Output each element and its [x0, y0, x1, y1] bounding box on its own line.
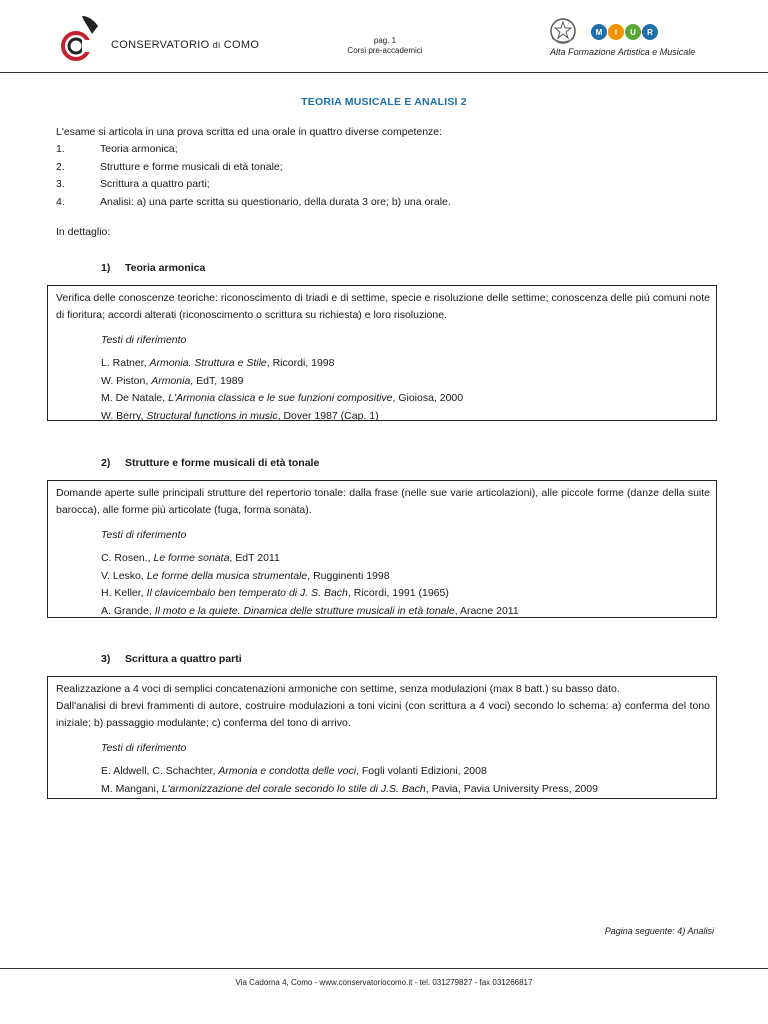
- svg-text:I: I: [614, 28, 618, 37]
- list-item: 1. Teoria armonica;: [56, 143, 178, 155]
- section-box-teoria-armonica: [47, 285, 717, 421]
- reference-item: E. Aldwell, C. Schachter, Armonia e condotta delle voci, Fogli volanti Edizioni, 2008: [101, 765, 487, 777]
- section-description: Verifica delle conoscenze teoriche: riconoscimento di triadi e di settime, specie e risoluzione delle settime; conoscenza delle più comuni note di fioritura; accordi alterati (riconoscimento o scrittura su richiesta) e loro risoluzione.: [56, 292, 710, 321]
- section-description-2: Dall'analisi di brevi frammenti di autore, costruire modulazioni a toni vicini (con scrittura a 4 voci) secondo lo schema: a) conferma del tono iniziale; b) passaggio modulante; c) conferma del tono di arrivo.: [56, 700, 710, 729]
- header-divider: [0, 72, 768, 73]
- list-item: 3. Scrittura a quattro parti;: [56, 178, 210, 190]
- reference-item: V. Lesko, Le forme della musica strumentale, Rugginenti 1998: [101, 569, 390, 582]
- page-info: [300, 36, 470, 56]
- reference-item: C. Rosen., Le forme sonata, EdT 2011: [101, 552, 280, 564]
- section-title-scrittura: 3) Scrittura a quattro parti: [101, 653, 242, 665]
- reference-item: A. Grande, Il moto e la quiete. Dinamica delle strutture musicali in età tonale, Aracne 2011: [101, 604, 519, 617]
- conservatorio-logo-icon: [58, 14, 108, 64]
- reference-item: H. Keller, Il clavicembalo ben temperato di J. S. Bach, Ricordi, 1991 (1965): [101, 587, 449, 599]
- reference-item: W. Piston, Armonia, EdT, 1989: [101, 374, 244, 387]
- competences-list: [56, 141, 451, 211]
- section-box-scrittura: [47, 676, 717, 799]
- page-footer: Via Cadorna 4, Como - www.conservatoriocomo.it - tel. 031279827 - fax 031266817: [235, 978, 533, 987]
- footer-divider: [0, 968, 768, 969]
- reference-item: W. Berry, Structural functions in music, Dover 1987 (Cap. 1): [101, 409, 379, 422]
- svg-text:U: U: [630, 28, 636, 37]
- course-name: Corsi pre-accademici: [347, 46, 423, 55]
- reference-item: L. Ratner, Armonia. Struttura e Stile, Ricordi, 1998: [101, 357, 335, 369]
- section-description: Realizzazione a 4 voci di semplici concatenazioni armoniche con settime, senza modulazioni (max 8 batt.) su basso dato.: [56, 683, 620, 695]
- afam-label: Alta Formazione Artistica e Musicale: [550, 47, 696, 57]
- republic-emblem-icon: [548, 16, 578, 46]
- list-item: 4. Analisi: a) una parte scritta su questionario, della durata 3 ore; b) una orale.: [56, 195, 451, 208]
- page-number: pag. 1: [373, 36, 397, 45]
- reference-item: M. Mangani, L'armonizzazione del corale secondo lo stile di J.S. Bach, Pavia, Pavia University Press, 2009: [101, 782, 598, 795]
- page-header: [0, 0, 768, 72]
- detail-label: In dettaglio:: [56, 226, 111, 238]
- list-item: 2. Strutture e forme musicali di età tonale;: [56, 160, 283, 173]
- svg-text:R: R: [647, 28, 653, 37]
- references-heading: Testi di riferimento: [101, 334, 187, 346]
- conservatorio-name: CONSERVATORIO di COMO: [111, 39, 260, 51]
- references-heading: Testi di riferimento: [101, 529, 187, 541]
- section-box-strutture-forme: [47, 480, 717, 618]
- miur-logo-icon: [590, 22, 660, 42]
- section-description: Domande aperte sulle principali strutture del repertorio tonale: dalla frase (nelle sue varie articolazioni), alle piccole forme (danze della suite barocca), alle forme più articolate (fuga, forma sonata).: [56, 487, 710, 516]
- reference-item: M. De Natale, L'Armonia classica e le sue funzioni compositive, Gioiosa, 2000: [101, 392, 464, 404]
- next-page-note: Pagina seguente: 4) Analisi: [604, 926, 714, 936]
- document-title: TEORIA MUSICALE E ANALISI 2: [301, 96, 467, 108]
- svg-text:M: M: [595, 28, 603, 37]
- intro-text: L'esame si articola in una prova scritta ed una orale in quattro diverse competenze:: [56, 126, 443, 138]
- references-heading: Testi di riferimento: [101, 742, 187, 754]
- section-title-strutture-forme: 2) Strutture e forme musicali di età tonale: [101, 457, 320, 469]
- section-title-teoria-armonica: 1) Teoria armonica: [101, 262, 206, 274]
